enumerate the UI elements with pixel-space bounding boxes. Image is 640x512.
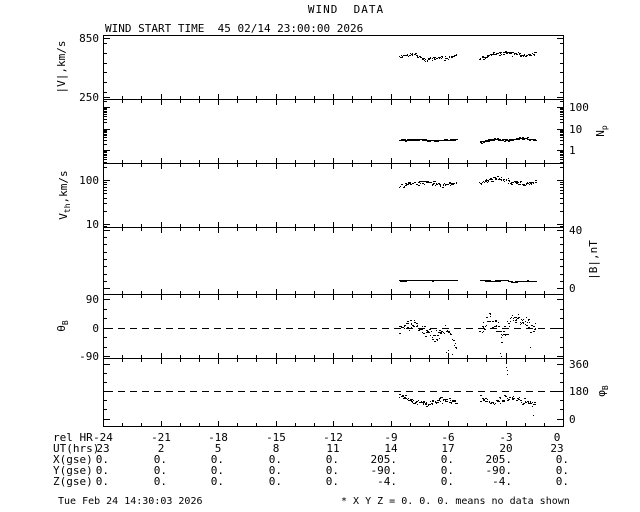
y-tick-label: 0: [569, 282, 576, 295]
data-point: [414, 403, 416, 404]
table-cell: 0.: [153, 464, 167, 477]
data-point: [516, 400, 517, 401]
table-cell: 0.: [440, 464, 454, 477]
table-cell: 0.: [268, 475, 282, 488]
data-point: [495, 403, 496, 404]
table-cell: -24: [93, 431, 113, 444]
data-point: [521, 402, 522, 403]
panel-ylabel-part: θ: [55, 325, 68, 332]
data-point: [399, 397, 400, 398]
table-cell: 0.: [325, 475, 339, 488]
y-tick-label: 90: [85, 293, 99, 306]
y-tick-label: 100: [79, 174, 99, 187]
data-point: [450, 400, 451, 401]
data-point: [417, 401, 418, 402]
table-cell: 20: [499, 442, 513, 455]
data-point: [418, 400, 419, 401]
data-point: [433, 401, 434, 402]
data-point: [416, 402, 417, 403]
table-row-label: X(gse): [53, 453, 93, 466]
data-point: [491, 403, 492, 404]
data-point: [519, 397, 520, 398]
data-point: [520, 400, 522, 401]
panel-ylabel-part: B: [61, 320, 71, 326]
data-point: [487, 401, 488, 402]
data-point: [432, 404, 433, 405]
data-point: [456, 403, 458, 404]
panel-ylabel-part: N: [594, 130, 607, 137]
table-cell: -18: [208, 431, 228, 444]
chart-title: WIND DATA: [307, 3, 385, 16]
y-tick-label: -90: [79, 350, 99, 363]
data-point: [451, 403, 452, 404]
data-point: [408, 398, 409, 399]
table-cell: 0.: [268, 453, 282, 466]
table-cell: 0: [553, 431, 561, 444]
table-cell: 23: [96, 442, 110, 455]
data-point: [525, 401, 526, 402]
y-tick-label: 40: [569, 224, 583, 237]
table-cell: 8: [272, 442, 280, 455]
y-tick-label: 10: [569, 123, 583, 136]
table-cell: 0.: [210, 475, 224, 488]
table-cell: 2: [157, 442, 165, 455]
table-cell: 14: [384, 442, 398, 455]
table-cell: 0.: [153, 475, 167, 488]
data-point: [426, 406, 428, 407]
y-tick-label: 250: [79, 91, 99, 104]
data-point: [430, 401, 431, 402]
data-point: [494, 404, 495, 405]
y-tick-label: 850: [79, 32, 99, 45]
table-cell: 0.: [95, 453, 109, 466]
data-point: [399, 394, 401, 395]
data-point: [507, 374, 508, 375]
table-cell: 0.: [555, 475, 569, 488]
data-point: [489, 401, 490, 402]
data-point: [531, 403, 532, 404]
data-point: [428, 405, 429, 406]
data-point: [437, 402, 439, 403]
data-point: [423, 403, 424, 404]
data-point: [410, 399, 412, 400]
data-point: [436, 403, 437, 404]
table-cell: 0.: [440, 453, 454, 466]
table-cell: -9: [384, 431, 398, 444]
data-point: [510, 397, 511, 398]
data-point: [417, 404, 418, 405]
table-cell: 5: [214, 442, 222, 455]
data-point: [423, 404, 424, 405]
data-point: [430, 404, 431, 405]
data-point: [405, 395, 407, 396]
data-point: [523, 403, 525, 404]
data-point: [508, 399, 510, 400]
data-point: [480, 395, 482, 396]
data-point: [487, 399, 488, 400]
panel-ylabel-part: ,km/s: [57, 170, 70, 204]
panel-ylabel-part: B: [601, 385, 611, 391]
y-tick-label: 10: [85, 218, 99, 231]
table-cell: 0.: [95, 464, 109, 477]
panel-ylabel-part: |V|,km/s: [55, 40, 68, 94]
panel-ylabel-part: V: [57, 213, 70, 220]
y-tick-label: 0: [569, 413, 576, 426]
data-point: [507, 370, 508, 371]
data-point: [426, 402, 427, 403]
plot-timestamp: Tue Feb 24 14:30:03 2026: [58, 496, 203, 507]
data-point: [441, 397, 443, 398]
data-point: [413, 400, 414, 401]
data-point: [447, 399, 448, 400]
table-cell: -4.: [377, 475, 397, 488]
data-point: [425, 404, 427, 405]
data-point: [532, 406, 533, 407]
panel-ylabel-part: p: [600, 125, 610, 131]
panel-ylabel-part: |B|,nT: [587, 240, 600, 280]
table-cell: 0.: [555, 453, 569, 466]
table-cell: 0.: [440, 475, 454, 488]
data-point: [522, 404, 524, 405]
table-cell: 0.: [325, 464, 339, 477]
data-point: [440, 401, 441, 402]
table-cell: 17: [441, 442, 455, 455]
table-row-label: Y(gse): [53, 464, 93, 477]
y-tick-label: 100: [569, 101, 589, 114]
data-point: [535, 404, 536, 405]
table-cell: -90.: [370, 464, 397, 477]
data-point: [504, 401, 505, 402]
data-point: [532, 402, 533, 403]
data-point: [435, 401, 436, 402]
table-cell: 23: [550, 442, 564, 455]
data-point: [498, 401, 500, 402]
table-row-label: Z(gse): [53, 475, 93, 488]
data-point: [454, 400, 456, 401]
panel-ylabel-part: φ: [595, 390, 608, 397]
y-tick-label: 360: [569, 358, 589, 371]
data-point: [507, 400, 509, 401]
table-cell: 0.: [95, 475, 109, 488]
data-point: [481, 401, 482, 402]
y-tick-label: 180: [569, 385, 589, 398]
panel-ylabel-part: th: [63, 203, 73, 214]
table-cell: -4.: [492, 475, 512, 488]
data-point: [402, 395, 404, 396]
table-cell: -21: [151, 431, 171, 444]
table-cell: -90.: [485, 464, 512, 477]
table-cell: 0.: [268, 464, 282, 477]
data-point: [529, 403, 530, 404]
data-point: [500, 403, 501, 404]
y-tick-label: 1: [569, 144, 576, 157]
table-cell: 205.: [370, 453, 397, 466]
table-cell: -15: [266, 431, 286, 444]
data-point: [525, 402, 527, 403]
table-row-label: rel HR: [53, 431, 93, 444]
table-row-label: UT(hrs): [53, 442, 100, 455]
no-data-note: * X Y Z = 0. 0. 0. means no data shown: [341, 496, 570, 507]
data-point: [454, 401, 456, 402]
table-cell: 0.: [555, 464, 569, 477]
data-point: [439, 398, 441, 399]
data-point: [534, 402, 536, 403]
table-cell: 0.: [210, 464, 224, 477]
data-point: [513, 396, 514, 397]
data-point: [449, 398, 451, 399]
data-point: [442, 403, 443, 404]
data-point: [506, 367, 507, 368]
data-point: [446, 401, 448, 402]
data-point: [443, 400, 444, 401]
table-cell: -12: [323, 431, 343, 444]
data-point: [512, 399, 514, 400]
table-cell: 205.: [485, 453, 512, 466]
table-cell: -3: [499, 431, 513, 444]
data-point: [505, 396, 507, 397]
table-cell: 0.: [325, 453, 339, 466]
data-point: [514, 398, 515, 399]
table-cell: -6: [441, 431, 455, 444]
table-cell: 0.: [153, 453, 167, 466]
y-tick-label: 0: [92, 322, 99, 335]
data-point: [533, 415, 534, 416]
table-cell: 11: [326, 442, 340, 455]
data-point: [524, 398, 526, 399]
data-point: [500, 397, 501, 398]
wind-start-time-label: WIND START TIME 45 02/14 23:00:00 2026: [105, 22, 364, 35]
data-point: [500, 398, 501, 399]
table-cell: 0.: [210, 453, 224, 466]
